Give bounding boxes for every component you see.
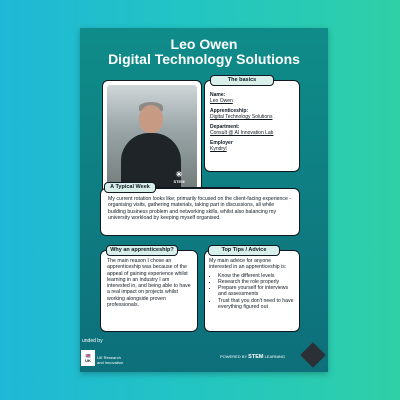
tip-item: • Know the different levels xyxy=(218,273,295,279)
apprenticeship-title: Digital Technology Solutions xyxy=(108,51,300,67)
why-text: The main reason I chose an apprenticeship was because of the appeal of gaining experience whilst learning in an industry I am interested in, and being able to have a real impact on projects whilst working alongside proven professionals. xyxy=(107,258,191,309)
powered-brand: STEM xyxy=(248,354,264,360)
stem-logo-icon: ✳ STEM xyxy=(173,170,185,184)
basics-fields xyxy=(210,88,294,152)
photo-person-head xyxy=(139,105,163,133)
poster-title xyxy=(80,37,328,67)
funded-by-label: unded by xyxy=(82,338,103,344)
field-value-department: Consult @ AI Innovation Lab xyxy=(210,130,274,136)
why-heading: Why an apprenticeship? xyxy=(106,245,178,256)
tips-intro: My main advice for anyone interested in an apprenticeship is: xyxy=(209,258,287,271)
tips-list xyxy=(209,273,295,311)
field-label-employer: Employer xyxy=(210,140,233,146)
photo-image xyxy=(107,85,197,195)
field-label-department: Department: xyxy=(210,124,240,130)
uk-logo-icon: 🇬🇧 UK xyxy=(81,350,95,366)
tips-content xyxy=(209,258,295,310)
field-label-apprenticeship: Apprenticeship: xyxy=(210,108,249,114)
powered-by-label: POWERED BY xyxy=(220,354,248,359)
tip-item: • Prepare yourself for interviews and assessments xyxy=(218,285,295,298)
heading-rule xyxy=(156,187,240,188)
ukri-text: UK Research and Innovation xyxy=(97,355,124,365)
field-value-apprenticeship: Digital Technology Solutions xyxy=(210,114,273,120)
tip-item: • Trust that you don't need to have everything figured out xyxy=(218,298,295,311)
basics-heading: The basics xyxy=(210,75,274,86)
person-name: Leo Owen xyxy=(170,36,238,52)
field-label-name: Name: xyxy=(210,92,226,98)
powered-by xyxy=(220,354,285,360)
field-value-employer: Kyndryl xyxy=(210,146,227,152)
field-value-name: Leo Owen xyxy=(210,98,233,104)
typical-week-heading: A Typical Week xyxy=(104,182,156,193)
tips-heading: Top Tips / Advice xyxy=(208,245,280,256)
tip-item: • Research the role properly xyxy=(218,279,295,285)
powered-suffix: LEARNING xyxy=(264,354,286,359)
typical-week-text: My current rotation looks like; primarily focused on the client-facing experience - organising visits, gathering materials, taking part in discussions, all while building business problem and networking skills, whilst also balancing my university workload by keeping myself organised. xyxy=(108,196,292,221)
